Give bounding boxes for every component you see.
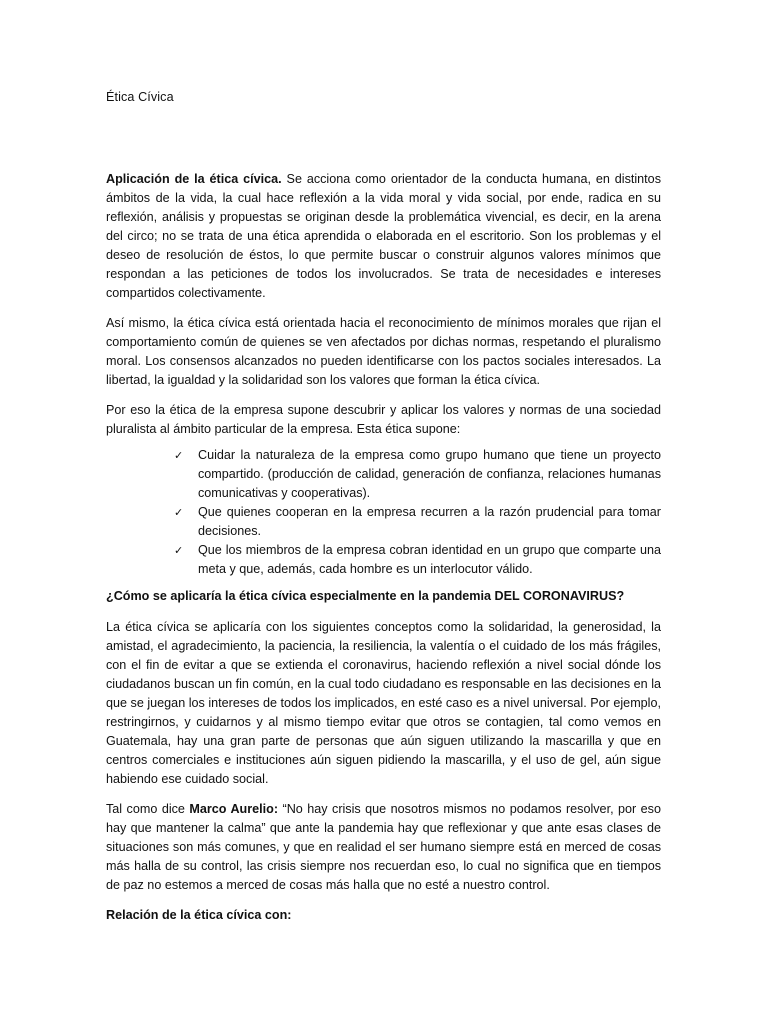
list-item bbox=[174, 446, 661, 503]
list-item-text: Cuidar la naturaleza de la empresa como grupo humano que tiene un proyecto compartido. (producción de calidad, generación de confianza, relaciones humanas comunicativas y cooperativas). bbox=[198, 448, 661, 500]
paragraph-asi-mismo: Así mismo, la ética cívica está orientada hacia el reconocimiento de mínimos morales que rijan el comportamiento común de quienes se ven afectados por dichas normas, respetando el pluralismo moral. Los consensos alcanzados no pueden identificarse con los pactos sociales interesados. La libertad, la igualdad y la solidaridad son los valores que forman la ética cívica. bbox=[106, 316, 661, 387]
paragraph-text: Tal como dice bbox=[106, 802, 190, 816]
check-icon: ✓ bbox=[174, 544, 184, 557]
list-item-text: Que los miembros de la empresa cobran identidad en un grupo que comparte una meta y que, además, cada hombre es un interlocutor válido. bbox=[198, 543, 661, 576]
paragraph-text: Se acciona como orientador de la conducta humana, en distintos ámbitos de la vida, la cual hace reflexión a la vida moral y vida social, por ende, radica en su reflexión, análisis y propuestas se originan desde la problemática vivencial, es decir, en la arena del circo; no se trata de una ética aprendida o elaborada en el escritorio. Son los problemas y el deseo de resolución de éstos, lo que permite buscar o construir algunos valores mínimos que respondan a las peticiones de todos los involucrados. Se trata de necesidades e intereses compartidos colectivamente. bbox=[106, 172, 661, 300]
check-icon: ✓ bbox=[174, 506, 184, 519]
paragraph-text: “No hay crisis que nosotros mismos no podamos resolver, por eso hay que mantener la calma” que ante la pandemia hay que reflexionar y que ante esas clases de situaciones son más comunes, y que en realidad el ser humano siempre está en merced de cosas más halla de su control, las crisis siempre nos recuerdan eso, lo cual no significa que en tiempos de paz no estemos a merced de cosas más halla que no esté a nuestro control. bbox=[106, 802, 661, 892]
document-title: Ética Cívica bbox=[106, 90, 174, 104]
paragraph-lead: Aplicación de la ética cívica. bbox=[106, 172, 282, 186]
paragraph-marco-aurelio bbox=[106, 800, 661, 895]
section-question: ¿Cómo se aplicaría la ética cívica especialmente en la pandemia DEL CORONAVIRUS? bbox=[106, 589, 625, 603]
checklist bbox=[106, 446, 661, 579]
check-icon: ✓ bbox=[174, 449, 184, 462]
document-body bbox=[106, 88, 661, 925]
list-item bbox=[174, 503, 661, 541]
list-item-text: Que quienes cooperan en la empresa recurren a la razón prudencial para tomar decisiones. bbox=[198, 505, 661, 538]
paragraph-aplicacion bbox=[106, 170, 661, 303]
paragraph-pandemia: La ética cívica se aplicaría con los siguientes conceptos como la solidaridad, la generosidad, la amistad, el agradecimiento, la paciencia, la resiliencia, la valentía o el cuidado de los más frágiles, con el fin de evitar a que se extienda el coronavirus, haciendo reflexión a nivel social dónde los ciudadanos buscan un fin común, en la cual todo ciudadano es responsable en las decisiones en la que se juegan los intereses de todos los implicados, en esté caso es a nivel universal. Por ejemplo, restringirnos, y cuidarnos y al mismo tiempo evitar que otros se contagien, tal como vemos en Guatemala, hay una gran parte de personas que aún siguen utilizando la mascarilla y que en centros comerciales e instituciones aún siguen pidiendo la mascarilla, y el uso de gel, aún sigue habiendo ese cuidado social. bbox=[106, 620, 661, 786]
list-item bbox=[174, 541, 661, 579]
section-heading: Relación de la ética cívica con: bbox=[106, 908, 292, 922]
paragraph-empresa: Por eso la ética de la empresa supone descubrir y aplicar los valores y normas de una sociedad pluralista al ámbito particular de la empresa. Esta ética supone: bbox=[106, 403, 661, 436]
quote-author: Marco Aurelio: bbox=[189, 802, 279, 816]
